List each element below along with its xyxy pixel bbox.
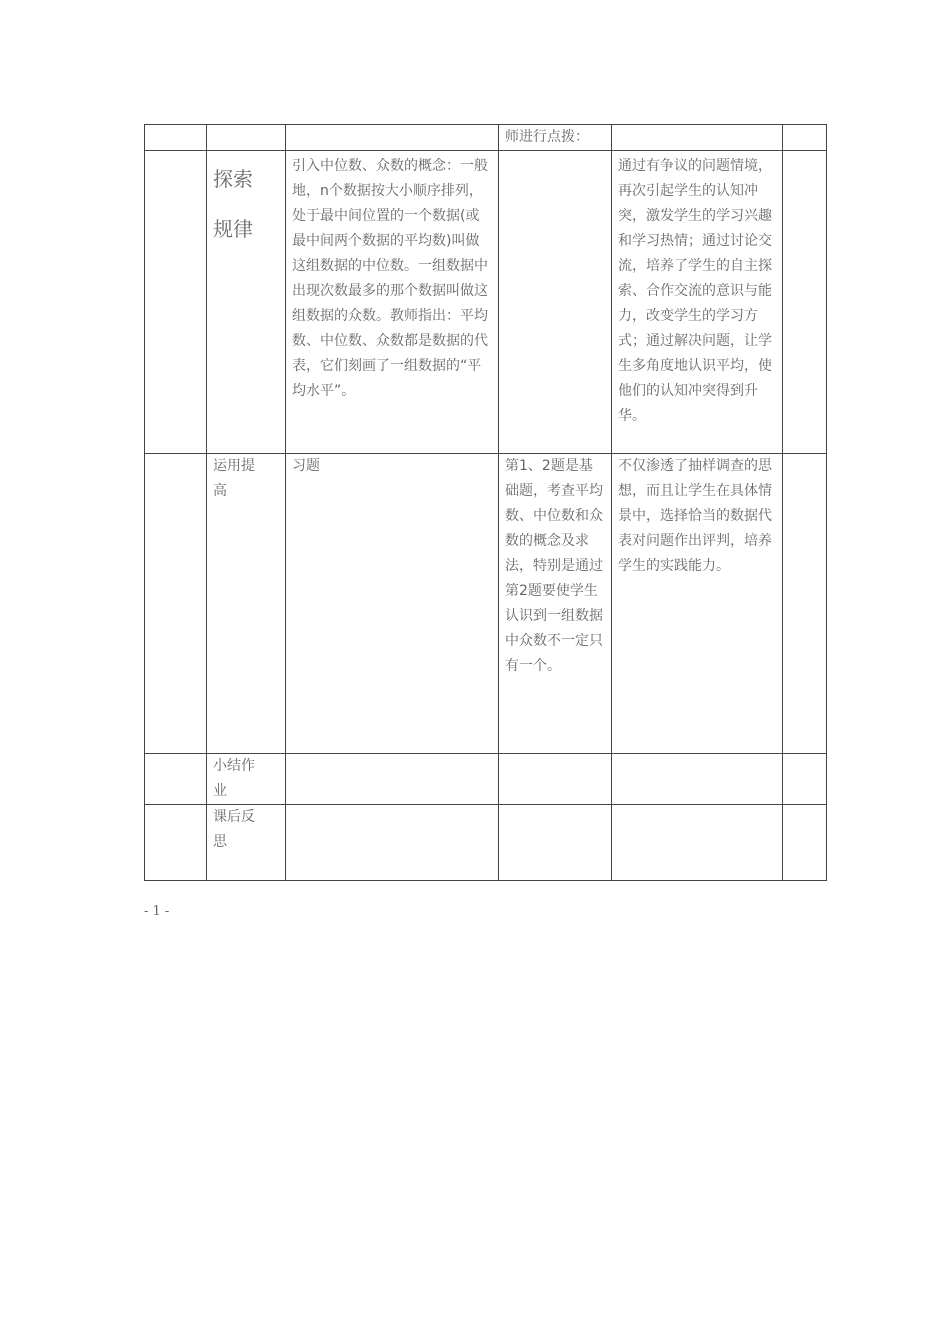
cell-empty — [499, 754, 612, 805]
stage-label: 运用提高 — [213, 458, 255, 499]
table-row — [145, 754, 827, 805]
page-number: - 1 - — [144, 904, 170, 919]
stage-cell — [207, 151, 286, 454]
table-row — [145, 151, 827, 454]
content-text: 习题 — [292, 458, 320, 474]
cell-empty — [499, 805, 612, 881]
content-cell — [286, 454, 499, 754]
cell-empty — [145, 151, 207, 454]
stage-cell — [207, 754, 286, 805]
design-intent-text: 通过有争议的问题情境，再次引起学生的认知冲突，激发学生的学习兴趣和学习热情；通过讨论交流，培养了学生的自主探索、合作交流的意识与能力，改变学生的学习方式；通过解决问题，让学生多角度地认识平均，使他们的认知冲突得到升华。 — [618, 158, 772, 424]
cell-empty — [145, 754, 207, 805]
stage-label: 小结作业 — [213, 758, 255, 799]
stage-cell — [207, 805, 286, 881]
cell-empty — [783, 125, 827, 151]
cell-empty — [783, 754, 827, 805]
table-row — [145, 454, 827, 754]
design-intent-cell — [612, 454, 783, 754]
teacher-activity-text: 师进行点拨： — [505, 129, 589, 145]
stage-label: 课后反思 — [213, 809, 255, 850]
cell-empty — [286, 754, 499, 805]
teacher-activity-cell — [499, 125, 612, 151]
content-text: 引入中位数、众数的概念：一般地，n个数据按大小顺序排列，处于最中间位置的一个数据(或最中间两个数据的平均数)叫做这组数据的中位数。一组数据中出现次数最多的那个数据叫做这组数据的众数。教师指出：平均数、中位数、众数都是数据的代表，它们刻画了一组数据的“平均水平”。 — [292, 158, 488, 399]
cell-empty — [612, 125, 783, 151]
cell-empty — [499, 151, 612, 454]
design-intent-cell — [612, 151, 783, 454]
cell-empty — [145, 125, 207, 151]
lesson-plan-table — [144, 124, 827, 881]
teacher-activity-text: 第1、2题是基础题，考查平均数、中位数和众数的概念及求法，特别是通过第2题要使学生认识到一组数据中众数不一定只有一个。 — [505, 458, 603, 674]
content-cell — [286, 151, 499, 454]
stage-cell — [207, 454, 286, 754]
design-intent-text: 不仅渗透了抽样调查的思想，而且让学生在具体情景中，选择恰当的数据代表对问题作出评判，培养学生的实践能力。 — [618, 458, 772, 574]
stage-label: 探索规律 — [213, 167, 253, 241]
cell-empty — [207, 125, 286, 151]
table-row — [145, 125, 827, 151]
cell-empty — [783, 454, 827, 754]
cell-empty — [612, 754, 783, 805]
cell-empty — [286, 805, 499, 881]
cell-empty — [783, 805, 827, 881]
cell-empty — [783, 151, 827, 454]
cell-empty — [145, 454, 207, 754]
cell-empty — [286, 125, 499, 151]
table-row — [145, 805, 827, 881]
teacher-activity-cell — [499, 454, 612, 754]
cell-empty — [612, 805, 783, 881]
cell-empty — [145, 805, 207, 881]
